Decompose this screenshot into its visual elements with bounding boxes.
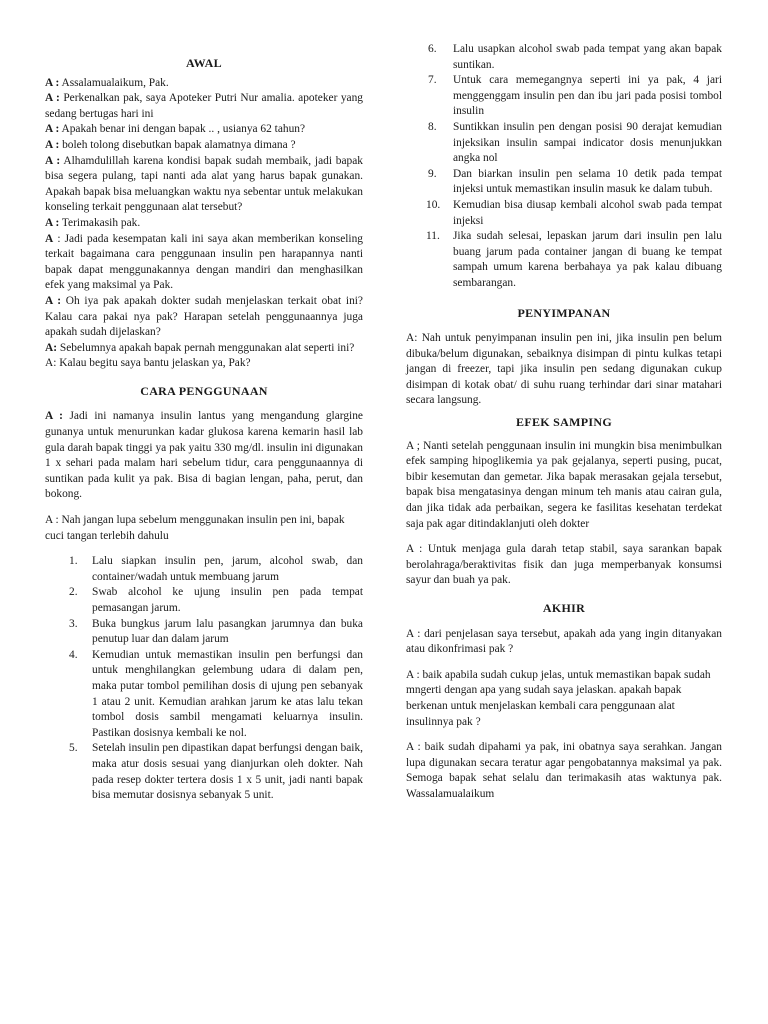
speaker-label: A : (45, 92, 60, 105)
list-item: 5. Setelah insulin pen dipastikan dapat berfungsi dengan baik, maka atur dosis sesuai yang dianjurkan oleh dokter. Nah pada resep dokter tertera dosis 1 x 5 unit, jadi nanti bapak bisa memutar dosisnya sebanyak 5 unit. (69, 742, 363, 802)
step-number: 5. (69, 742, 78, 755)
cara-intro-paragraph: A : Jadi ini namanya insulin lantus yang mengandung glargine gunanya untuk menurunkan kadar glukosa karena kemarin hasil lab gula darah bapak tinggi ya pak yaitu 330 mg/dl. insulin ini digunakan 1 x sehari pada malam hari sebelum tidur, cara penggunaannya di suntikan pada kulit ya pak. Bisa di bagian lengan, paha, perut, dan bokong. (45, 410, 363, 501)
efek-samping-paragraph: A ; Nanti setelah penggunaan insulin ini mungkin bisa menimbulkan efek samping hipoglikemia ya pak gejalanya, seperti pusing, pucat, bibir kesemutan dan gemetar. Jika bapak merasakan gejala tersebut, bapak bisa mengatasinya dengan minum teh manis atau cairan gula, dan jika tidak ada perbaikan, segera ke fasilitas kesehatan terdekat saja pak agar ditindaklanjuti oleh dokter (406, 439, 722, 530)
awal-heading: AWAL (186, 56, 222, 70)
list-item: 10. Kemudian bisa diusap kembali alcohol swab pada tempat injeksi (426, 198, 722, 227)
awal-line: A : Terimakasih pak. (45, 216, 141, 229)
penyimpanan-paragraph: A: Nah untuk penyimpanan insulin pen ini, jika insulin pen belum dibuka/belum digunakan, sebaiknya disimpan di pintu kulkas tetapi jangan di freezer, tapi jika insulin pen sedang digunakan cukup disimpan di kotak obat/ di suhu ruang terhindar dari sinar matahari secara langsung. (406, 332, 722, 407)
list-item: 2. Swab alcohol ke ujung insulin pen pada tempat pemasangan jarum. (69, 586, 363, 614)
speaker-label: A : (45, 154, 61, 167)
usage-steps-list-continued (406, 42, 722, 292)
list-item: 3. Buka bungkus jarum lalu pasangkan jarumnya dan buka penutup luar dan dalam jarum (69, 617, 363, 646)
awal-line: A : Apakah benar ini dengan bapak .. , usianya 62 tahun? (45, 123, 306, 136)
step-number: 4. (69, 648, 78, 661)
list-item: 7. Untuk cara memegangnya seperti ini ya pak, 4 jari menggenggam insulin pen dan ibu jari pada posisi tombol insulin (428, 74, 722, 118)
right-column (406, 42, 722, 803)
penyimpanan-heading: PENYIMPANAN (517, 305, 611, 320)
awal-line: A : Jadi pada kesempatan kali ini saya akan memberikan konseling terkait bagaimana cara penggunaan insulin pen harapannya nanti bapak dapat menggunakannya dengan mandiri dan menghasilkan efek yang maksimal ya Pak. (45, 232, 363, 292)
list-item: 8. Suntikkan insulin pen dengan posisi 90 derajat kemudian injeksikan insulin sampai indicator dosis menunjukkan angka nol (428, 120, 722, 165)
awal-line: A : Assalamualaikum, Pak. (45, 76, 169, 89)
efek-samping-heading: EFEK SAMPING (516, 415, 612, 430)
step-number: 2. (69, 586, 78, 599)
awal-line: A: Sebelumnya apakah bapak pernah menggunakan alat seperti ini? (45, 341, 355, 354)
awal-line: A : Alhamdulillah karena kondisi bapak sudah membaik, jadi bapak bisa segera pulang, tapi nanti ada alat yang harus bapak gunakan. Apakah bapak bisa meluangkan waktu nya sebentar untuk melakukan konseling terkait penggunaan alat tersebut? (45, 154, 363, 214)
akhir-closing-paragraph: A : baik sudah dipahami ya pak, ini obatnya saya serahkan. Jangan lupa digunakan secara teratur agar pengobatannya maksimal ya pak. Semoga bapak sehat selalu dan terimakasih atas waktunya pak. Wassalamualaikum (406, 741, 722, 800)
list-item: 6. Lalu usapkan alcohol swab pada tempat yang akan bapak suntikan. (428, 43, 722, 71)
awal-line: A : boleh tolong disebutkan bapak alamatnya dimana ? (45, 138, 296, 151)
usage-steps-list (45, 554, 363, 804)
step-number: 9. (428, 167, 437, 180)
left-column (45, 56, 363, 804)
list-item: 9. Dan biarkan insulin pen selama 10 detik pada tempat injeksi untuk memastikan insulin masuk ke dalam tubuh. (428, 167, 722, 196)
step-number: 1. (69, 555, 78, 568)
speaker-label: A (45, 357, 54, 370)
speaker-label: A : (45, 123, 60, 136)
efek-samping-advice-paragraph: A : Untuk menjaga gula darah tetap stabil, saya sarankan bapak berolahraga/beraktivitas fisik dan juga memperbanyak konsumsi sayur dan buah ya pak. (406, 543, 722, 587)
speaker-label: A: (45, 341, 58, 354)
step-number: 11. (426, 230, 440, 243)
cara-before-paragraph: A : Nah jangan lupa sebelum menggunakan insulin pen ini, bapak cuci tangan terlebih dahulu (45, 514, 345, 542)
awal-line: A : Perkenalkan pak, saya Apoteker Putri Nur amalia. apoteker yang sedang bertugas hari ini (45, 92, 363, 120)
step-number: 6. (428, 43, 437, 55)
speaker-label: A : (45, 76, 60, 89)
list-item: 11. Jika sudah selesai, lepaskan jarum dari insulin pen lalu buang jarum pada container jangan di buang ke tempat sampah umum karena berbahaya ya pak kalau dibuang sembarangan. (426, 230, 722, 289)
akhir-question-paragraph: A : dari penjelasan saya tersebut, apakah ada yang ingin ditanyakan atau dikonfrimasi pak ? (406, 627, 722, 656)
speaker-label: A : (45, 138, 60, 151)
step-number: 3. (69, 617, 78, 630)
cara-penggunaan-heading: CARA PENGGUNAAN (140, 383, 268, 398)
list-item: 4. Kemudian untuk memastikan insulin pen berfungsi dan untuk menghilangkan gelembung udara di dalam pen, maka putar tombol pemilihan dosis di ujung pen sebanyak 1 atau 2 unit. Kemudian arahkan jarum ke atas lalu tekan tombol dosis sambil mengamati keluarnya insulin. Pastikan dosisnya kembali ke nol. (69, 648, 363, 739)
speaker-label: A : (45, 216, 60, 229)
speaker-label: A : (45, 294, 62, 307)
speaker-label: A (45, 232, 54, 245)
akhir-heading: AKHIR (542, 601, 586, 615)
awal-line: A: Kalau begitu saya bantu jelaskan ya, Pak? (45, 357, 251, 370)
step-number: 7. (428, 74, 437, 87)
step-number: 8. (428, 120, 437, 133)
speaker-label: A : (45, 410, 63, 423)
akhir-confirm-paragraph: A : baik apabila sudah cukup jelas, untuk memastikan bapak sudah mngerti dengan apa yang sudah saya jelaskan. apakah bapak berkenan untuk menjelaskan kembali cara penggunaan alat insulinnya pak ? (406, 668, 711, 728)
list-item: 1. Lalu siapkan insulin pen, jarum, alcohol swab, dan container/wadah untuk membuang jarum (69, 555, 363, 583)
step-number: 10. (426, 198, 441, 211)
awal-line: A : Oh iya pak apakah dokter sudah menjelaskan terkait obat ini? Kalau cara pakai nya pak? Harapan setelah penggunaannya juga apakah sudah dijelaskan? (45, 294, 363, 339)
